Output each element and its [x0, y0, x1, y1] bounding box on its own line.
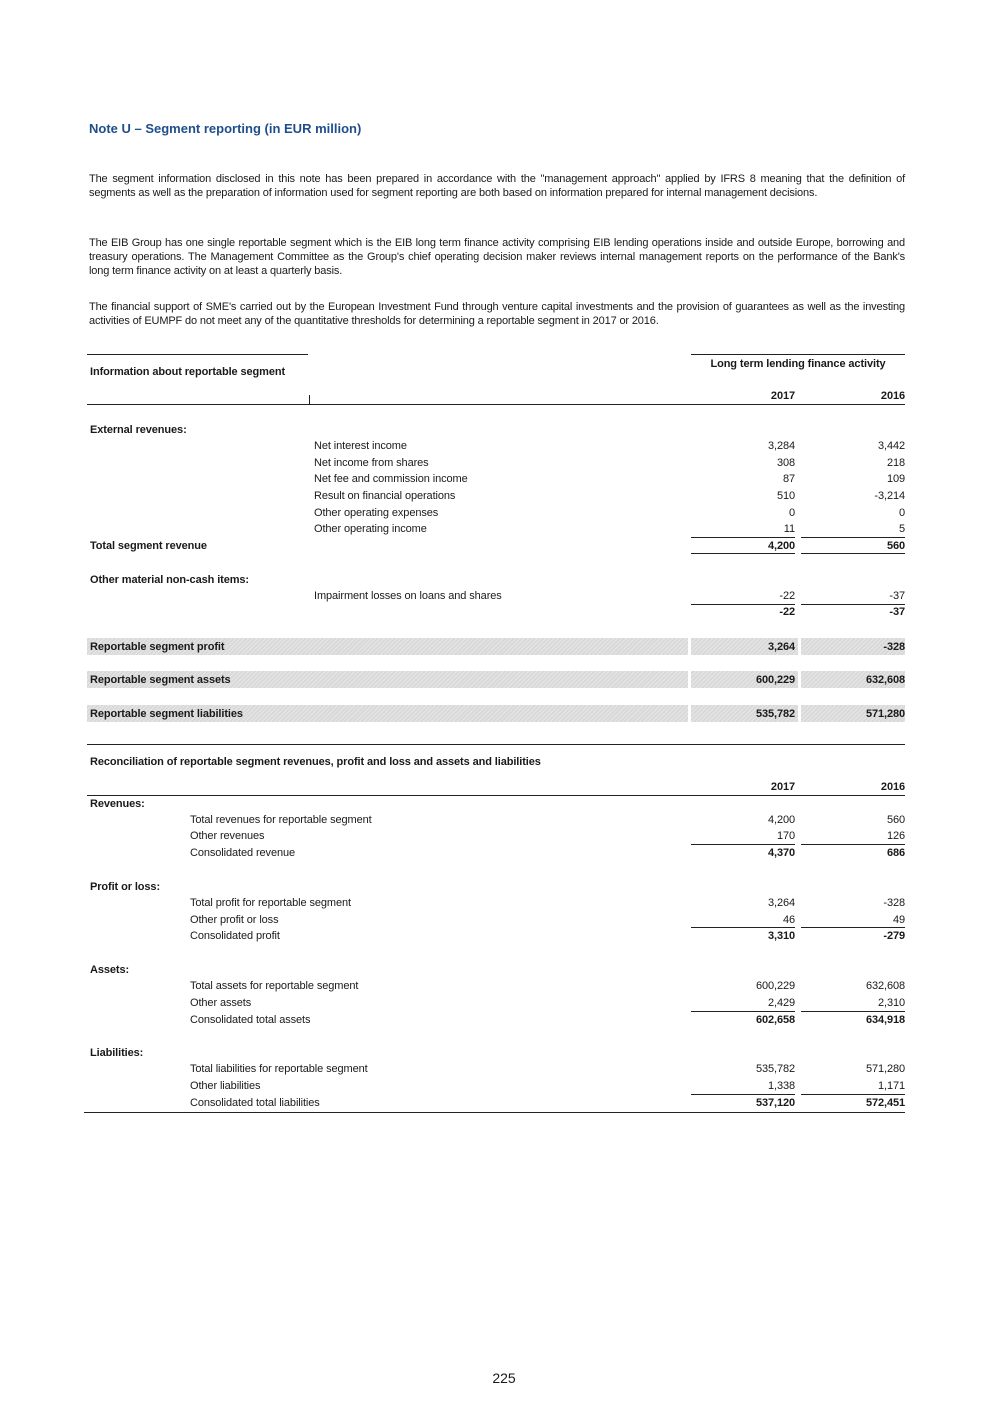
group-label-profit: Profit or loss:: [90, 881, 161, 893]
year-2017-header: 2017: [770, 390, 795, 402]
paragraph-segment: The EIB Group has one single reportable segment which is the EIB long term finance activity comprising EIB lending operations inside and outside Europe, borrowing and treasury operations. The Management Committee as the Group's chief operating decision maker reviews internal management reports on the performance of the Bank's long term finance activity on at least a quarterly basis.: [89, 237, 905, 277]
reconciliation-header: Reconciliation of reportable segment revenues, profit and loss and assets and liabilities: [90, 756, 541, 768]
recon-bottom-rule: [84, 1112, 905, 1113]
year-2016-header: 2016: [880, 390, 905, 402]
recon-year-2017: 2017: [770, 781, 795, 793]
header-underline: [87, 404, 905, 405]
table-top-rule-right: [691, 354, 905, 355]
table-top-rule-left: [87, 354, 308, 355]
external-revenues-label: External revenues:: [90, 424, 187, 436]
total-rule-2017: [691, 553, 795, 554]
group-label-revenues: Revenues:: [90, 798, 145, 810]
page-title: Note U – Segment reporting (in EUR million): [89, 121, 362, 136]
column-group-header: Long term lending finance activity: [710, 358, 886, 370]
header-tick: [309, 395, 310, 405]
recon-header-rule: [87, 795, 905, 796]
recon-top-rule: [87, 744, 905, 745]
group-label-liabilities: Liabilities:: [90, 1047, 144, 1059]
document-page: Note U – Segment reporting (in EUR million) The segment information disclosed in this note has been prepared in accordance with the "management approach" applied by IFRS 8 meaning that the definition of segments as well as the preparation of information used for segment reporting are both based on information prepared for internal management decisions. The EIB Group has one single reportable segment which is the EIB long term finance activity comprising EIB lending operations inside and outside Europe, borrowing and treasury operations. The Management Committee as the Group's chief operating decision maker reviews internal management reports on the performance of the Bank's long term finance activity on at least a quarterly basis. The financial support of SME's carried out by the European Investment Fund through venture capital investments and the provision of guarantees as well as the investing activities of EUMPF do not meet any of the quantitative thresholds for determining a reportable segment in 2017 or 2016. Information about reportable segment Long term lending finance activity 2017 2016 External revenues: Net interest income 3,284 3,442 Net income from shares 308 218 Net fee and commission income 87 109 Result on financial operations 510 -3,214 Other operating expenses 0 0 Other operating income 11 5 Total segment revenue 4,200 560 Other material non-cash items: Impairment losses on loans and shares -22 -37 -22 -37 Reportable segment profit 3,264 -328 Reportable segment assets 600,229 632,608 Reportable segment liabilities 535,782 571,280 Reconciliation of reportable segment revenues, profit and loss and assets and liabilities 2017 2016 Revenues: Total revenues for reportable segment 4,200 560 Other revenues 170 126 Consolidated revenue 4,370 686 Profit or loss: Total profit for reportable segment 3,264 -328 Other profit or loss 46 49 Consolidated profit 3,310 -279 Assets: Total assets for reportable segment 600,229 632,608 Other assets 2,429 2,310 Consolidated total assets 602,658 634,918 Liabilities: Total liabilities for reportable segment 535,782 571,280 Other liabilities 1,338 1,171 Consolidated total liabilities 537,120 572,451 225: [0, 0, 1008, 1428]
total-rule-2016: [801, 553, 905, 554]
recon-year-2016: 2016: [880, 781, 905, 793]
group-label-assets: Assets:: [90, 964, 130, 976]
segment-table-header: Information about reportable segment: [90, 366, 286, 378]
subtotal-rule-2017: [691, 537, 795, 538]
paragraph-intro: The segment information disclosed in this note has been prepared in accordance with the "management approach" applied by IFRS 8 meaning that the definition of segments as well as the preparation of information used for segment reporting are both based on information prepared for internal management decisions.: [89, 173, 905, 199]
subtotal-rule-2016: [801, 537, 905, 538]
non-cash-label: Other material non-cash items:: [90, 574, 249, 586]
paragraph-sme: The financial support of SME's carried out by the European Investment Fund through venture capital investments and the provision of guarantees as well as the investing activities of EUMPF do not meet any of the quantitative thresholds for determining a reportable segment in 2017 or 2016.: [89, 301, 905, 327]
page-number: 225: [492, 1370, 516, 1386]
